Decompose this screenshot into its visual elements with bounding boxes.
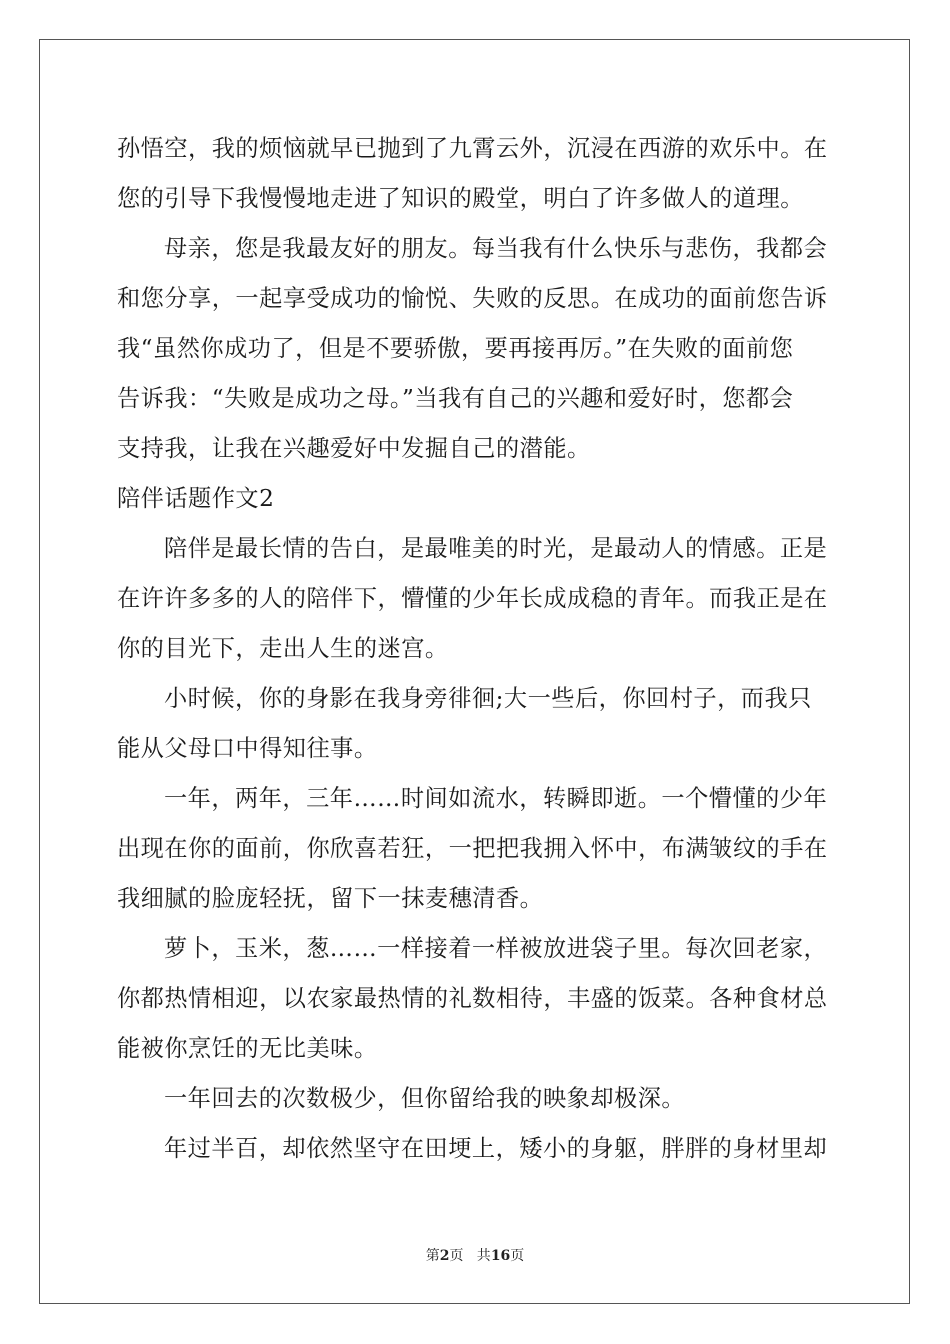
text-line: 能从父母口中得知往事。 xyxy=(117,735,378,762)
paragraph-first-line: 一年回去的次数极少，但你留给我的映象却极深。 xyxy=(164,1085,686,1112)
text-line: 你的目光下，走出人生的迷宫。 xyxy=(117,635,449,662)
text-line: 孙悟空，我的烦恼就早已抛到了九霄云外，沉浸在西游的欢乐中。在 xyxy=(117,135,828,162)
total-pages-number: 16 xyxy=(490,1248,511,1264)
text-line: 告诉我：“失败是成功之母。”当我有自己的兴趣和爱好时，您都会 xyxy=(117,385,794,412)
text-line: 我“虽然你成功了，但是不要骄傲，要再接再厉。”在失败的面前您 xyxy=(117,335,794,362)
paragraph-first-line: 年过半百，却依然坚守在田埂上，矮小的身躯，胖胖的身材里却 xyxy=(164,1135,828,1162)
text-line: 能被你烹饪的无比美味。 xyxy=(117,1035,378,1062)
text-line: 支持我，让我在兴趣爱好中发掘自己的潜能。 xyxy=(117,435,591,462)
text-line: 出现在你的面前，你欣喜若狂，一把把我拥入怀中，布满皱纹的手在 xyxy=(117,835,828,862)
paragraph-first-line: 小时候，你的身影在我身旁徘徊;大一些后，你回村子，而我只 xyxy=(164,685,812,712)
text-line: 你都热情相迎，以农家最热情的礼数相待，丰盛的饭菜。各种食材总 xyxy=(117,985,828,1012)
text-line: 我细腻的脸庞轻抚，留下一抹麦穗清香。 xyxy=(117,885,544,912)
paragraph-first-line: 母亲，您是我最友好的朋友。每当我有什么快乐与悲伤，我都会 xyxy=(164,235,828,262)
current-page-number: 2 xyxy=(439,1248,450,1264)
text-line: 陪伴话题作文2 xyxy=(117,485,275,512)
text-line: 在许许多多的人的陪伴下，懵懂的少年长成成稳的青年。而我正是在 xyxy=(117,585,828,612)
text-line: 和您分享，一起享受成功的愉悦、失败的反思。在成功的面前您告诉 xyxy=(117,285,828,312)
page-footer xyxy=(0,1245,950,1265)
paragraph-first-line: 萝卜，玉米，葱……一样接着一样被放进袋子里。每次回老家， xyxy=(164,935,828,962)
footer-suffix: 页 xyxy=(510,1248,525,1264)
footer-middle: 页 共 xyxy=(449,1248,491,1264)
text-line: 您的引导下我慢慢地走进了知识的殿堂，明白了许多做人的道理。 xyxy=(117,185,804,212)
document-body xyxy=(117,124,833,1174)
paragraph-first-line: 一年，两年，三年……时间如流水，转瞬即逝。一个懵懂的少年 xyxy=(164,785,828,812)
footer-prefix: 第 xyxy=(425,1248,440,1264)
paragraph-first-line: 陪伴是最长情的告白，是最唯美的时光，是最动人的情感。正是 xyxy=(164,535,828,562)
